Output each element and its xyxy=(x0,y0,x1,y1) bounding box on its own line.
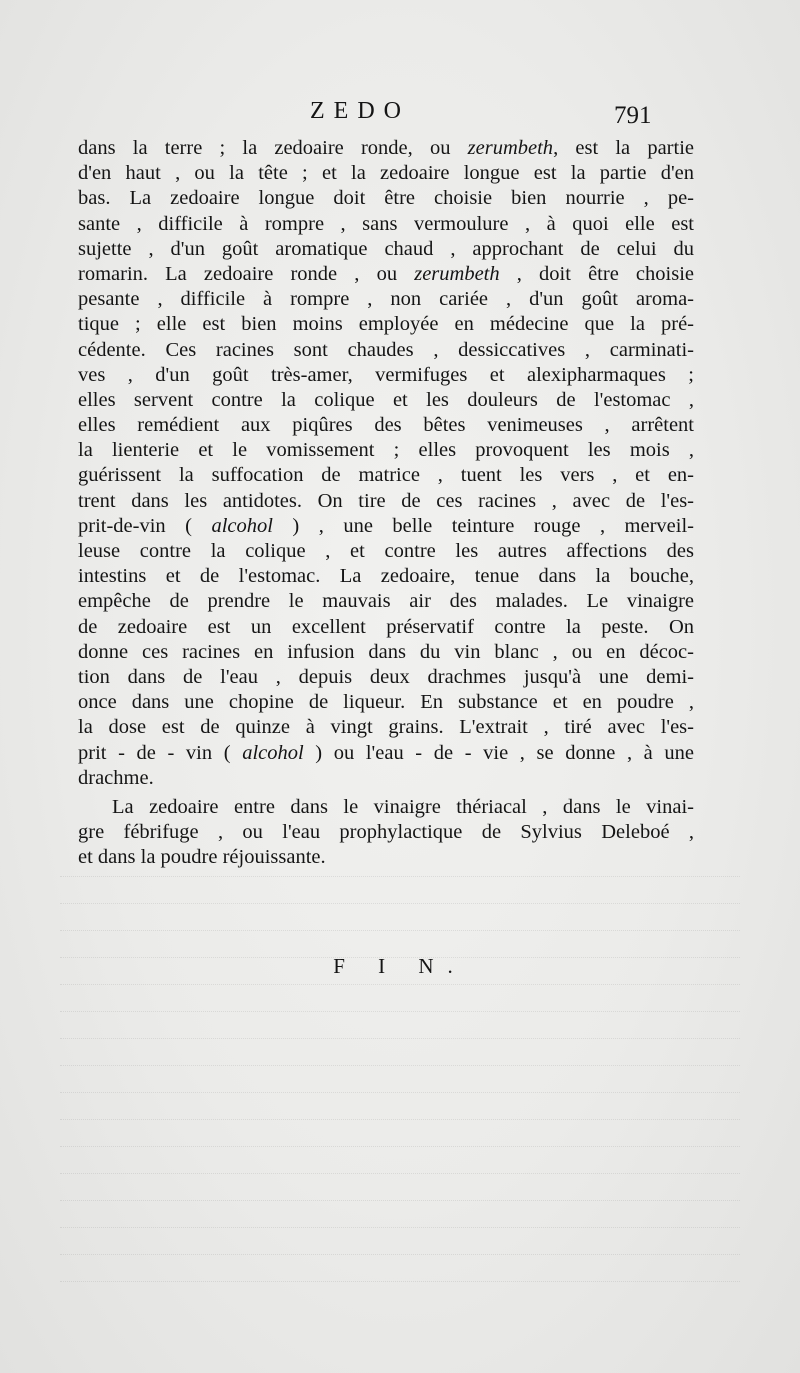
body-text xyxy=(78,136,694,870)
paragraph-1 xyxy=(78,136,694,791)
text-line: cédente. Ces racines sont chaudes , dessiccatives , carminati- xyxy=(78,338,694,361)
text-line: trent dans les antidotes. On tire de ces racines , avec de l'es- xyxy=(78,489,694,512)
closing-fin: F I N. xyxy=(333,954,467,978)
paragraph-2 xyxy=(78,795,694,871)
text-line: de zedoaire est un excellent préservatif contre la peste. On xyxy=(78,615,694,638)
running-head: ZEDO xyxy=(310,98,410,124)
text-line: guérissent la suffocation de matrice , tuent les vers , et en- xyxy=(78,464,694,487)
text-line: elles servent contre la colique et les douleurs de l'estomac , xyxy=(78,388,694,411)
text-line: tion dans de l'eau , depuis deux drachmes jusqu'à une demi- xyxy=(78,665,694,688)
text-line: donne ces racines en infusion dans du vin blanc , ou en décoc- xyxy=(78,640,694,663)
text-line: leuse contre la colique , et contre les autres affections des xyxy=(78,540,694,562)
text-line: prit - de - vin ( alcohol ) ou l'eau - de - vie , se donne , à une xyxy=(78,741,694,764)
text-line: drachme. xyxy=(78,766,154,789)
text-line: tique ; elle est bien moins employée en médecine que la pré- xyxy=(78,313,694,336)
text-line: la lienterie et le vomissement ; elles provoquent les mois , xyxy=(78,439,694,462)
page-header xyxy=(78,98,698,132)
text-line: dans la terre ; la zedoaire ronde, ou zerumbeth, est la partie xyxy=(78,137,694,159)
text-line: prit-de-vin ( alcohol ) , une belle teinture rouge , merveil- xyxy=(78,514,694,537)
page-number: 791 xyxy=(614,102,652,129)
show-through-text xyxy=(60,850,740,1280)
text-line: sante , difficile à rompre , sans vermoulure , à quoi elle est xyxy=(78,212,694,235)
text-line: bas. La zedoaire longue doit être choisie bien nourrie , pe- xyxy=(78,187,694,210)
text-line: La zedoaire entre dans le vinaigre thériacal , dans le vinai- xyxy=(112,795,694,818)
text-line: gre fébrifuge , ou l'eau prophylactique de Sylvius Deleboé , xyxy=(78,821,694,844)
text-line: la dose est de quinze à vingt grains. L'extrait , tiré avec l'es- xyxy=(78,716,694,739)
text-line: once dans une chopine de liqueur. En substance et en poudre , xyxy=(78,691,694,714)
text-line: d'en haut , ou la tête ; et la zedoaire longue est la partie d'en xyxy=(78,162,694,185)
text-line: pesante , difficile à rompre , non cariée , d'un goût aroma- xyxy=(78,288,694,311)
text-line: et dans la poudre réjouissante. xyxy=(78,846,326,869)
text-line: intestins et de l'estomac. La zedoaire, tenue dans la bouche, xyxy=(78,565,694,588)
text-line: romarin. La zedoaire ronde , ou zerumbeth , doit être choisie xyxy=(78,262,694,285)
text-line: empêche de prendre le mauvais air des malades. Le vinaigre xyxy=(78,590,694,613)
text-line: ves , d'un goût très-amer, vermifuges et alexipharmaques ; xyxy=(78,363,694,386)
text-line: sujette , d'un goût aromatique chaud , approchant de celui du xyxy=(78,237,694,260)
text-line: elles remédient aux piqûres des bêtes venimeuses , arrêtent xyxy=(78,414,694,437)
